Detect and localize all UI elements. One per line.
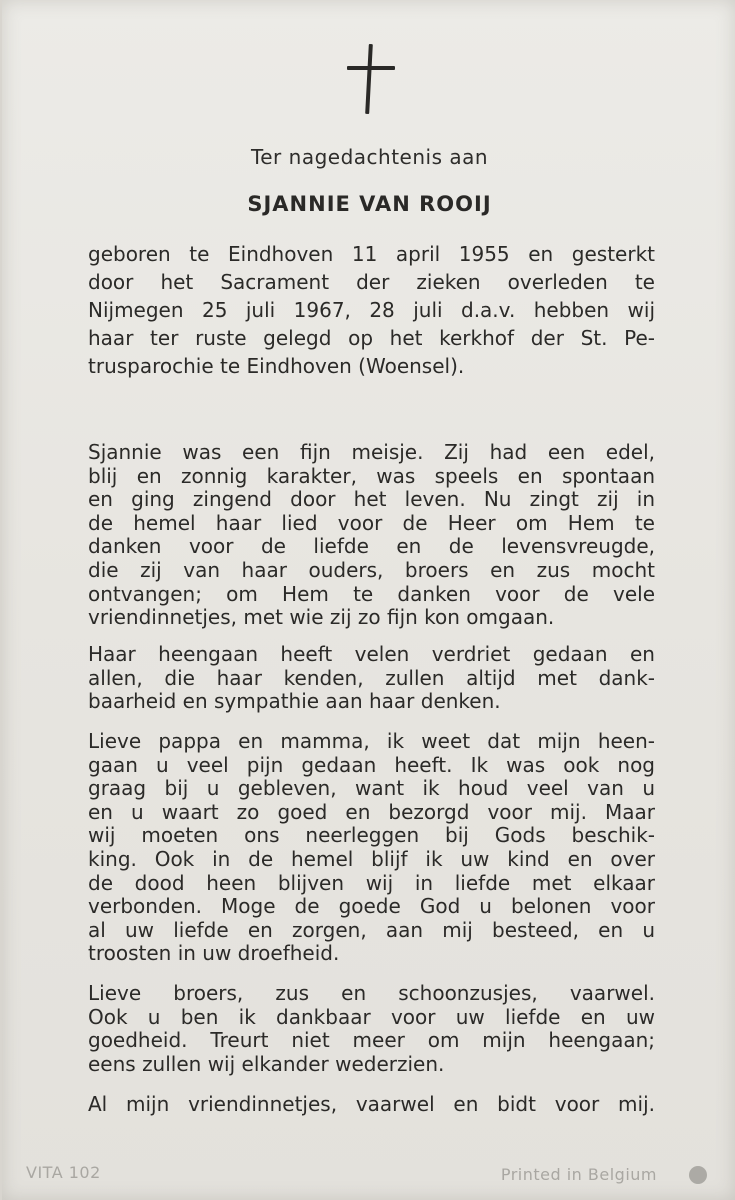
paragraph-parents bbox=[88, 730, 655, 966]
paragraph-siblings bbox=[88, 982, 655, 1076]
text-line: ontvangen; om Hem te danken voor de vele bbox=[88, 581, 655, 606]
text-line: Nijmegen 25 juli 1967, 28 juli d.a.v. hebben wij bbox=[88, 298, 655, 322]
text-line: Lieve pappa en mamma, ik weet dat mijn heen- bbox=[88, 729, 655, 753]
text-line: Haar heengaan heeft velen verdriet gedaan en bbox=[88, 642, 655, 666]
text-line: vriendinnetjes, met wie zij zo fijn kon omgaan. bbox=[88, 605, 555, 630]
text-line: verbonden. Moge de goede God u belonen voor bbox=[88, 894, 655, 919]
cross-icon bbox=[347, 44, 395, 116]
text-line: en u waart zo goed en bezorgd voor mij. Maar bbox=[88, 799, 655, 824]
cross-vertical-bar bbox=[365, 44, 373, 114]
text-line: geboren te Eindhoven 11 april 1955 en gesterkt bbox=[88, 242, 655, 266]
cross-horizontal-bar bbox=[347, 66, 395, 70]
text-line: die zij van haar ouders, broers en zus mocht bbox=[88, 557, 655, 582]
text-line: Sjannie was een fijn meisje. Zij had een edel, bbox=[88, 440, 655, 464]
text-line: Ook u ben ik dankbaar voor uw liefde en uw bbox=[88, 1004, 655, 1029]
footer-printer: Printed in Belgium bbox=[500, 1165, 657, 1184]
text-line: gaan u veel pijn gedaan heeft. Ik was ook nog bbox=[88, 752, 655, 777]
paragraph-character bbox=[88, 441, 655, 630]
text-line: graag bij u gebleven, want ik houd veel van u bbox=[88, 776, 655, 801]
text-line: haar ter ruste gelegd op het kerkhof der St. Pe- bbox=[88, 326, 655, 350]
text-line: blij en zonnig karakter, was speels en spontaan bbox=[88, 463, 655, 488]
text-line: al uw liefde en zorgen, aan mij besteed, en u bbox=[88, 917, 655, 942]
text-line: de dood heen blijven wij in liefde met elkaar bbox=[88, 870, 655, 895]
text-line: troosten in uw droefheid. bbox=[88, 941, 340, 966]
text-line: Al mijn vriendinnetjes, vaarwel en bidt voor mij. bbox=[88, 1092, 655, 1116]
text-line: goedheid. Treurt niet meer om mijn heengaan; bbox=[88, 1028, 655, 1053]
text-line: trusparochie te Eindhoven (Woensel). bbox=[88, 354, 465, 378]
biography-paragraph bbox=[88, 240, 655, 380]
printer-seal-icon bbox=[689, 1166, 707, 1184]
text-line: eens zullen wij elkander wederzien. bbox=[88, 1051, 445, 1076]
text-line: Lieve broers, zus en schoonzusjes, vaarwel. bbox=[88, 981, 655, 1005]
text-line: wij moeten ons neerleggen bij Gods beschik- bbox=[88, 823, 655, 848]
text-line: allen, die haar kenden, zullen altijd met dank- bbox=[88, 665, 655, 690]
text-line: de hemel haar lied voor de Heer om Hem te bbox=[88, 510, 655, 535]
text-line: door het Sacrament der zieken overleden te bbox=[88, 270, 655, 294]
footer-code: VITA 102 bbox=[26, 1163, 101, 1182]
paragraph-grief bbox=[88, 643, 655, 714]
deceased-name: SJANNIE VAN ROOIJ bbox=[247, 192, 492, 216]
text-line: king. Ook in de hemel blijf ik uw kind en over bbox=[88, 846, 655, 871]
intro-text: Ter nagedachtenis aan bbox=[250, 145, 489, 169]
text-line: en ging zingend door het leven. Nu zingt zij in bbox=[88, 487, 655, 512]
paragraph-friends bbox=[88, 1093, 655, 1117]
text-line: baarheid en sympathie aan haar denken. bbox=[88, 689, 501, 714]
text-line: danken voor de liefde en de levensvreugde, bbox=[88, 534, 655, 559]
